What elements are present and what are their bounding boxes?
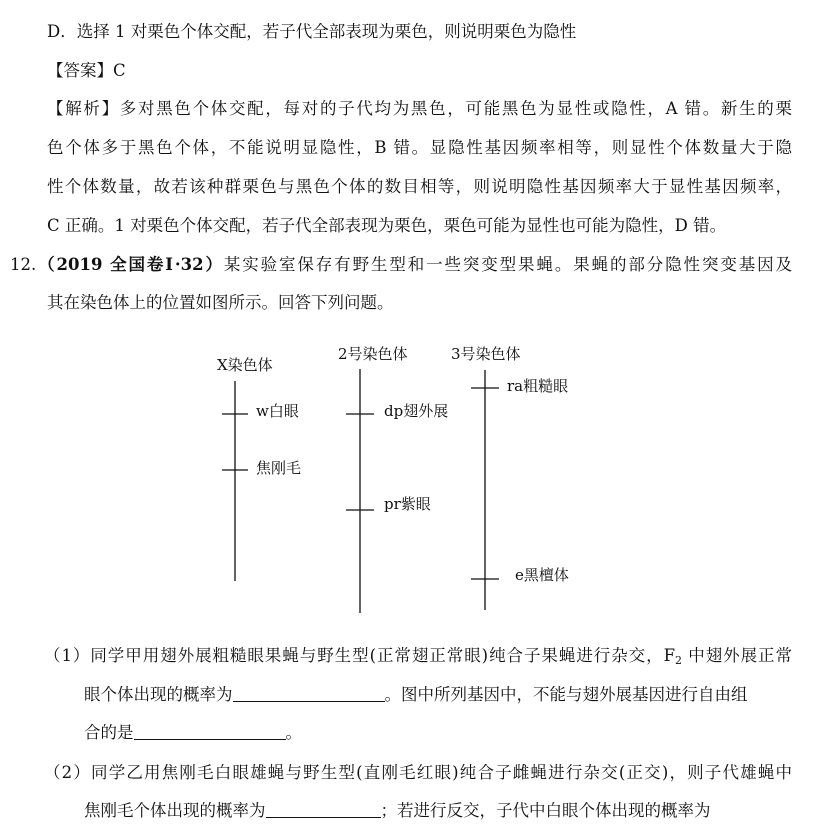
analysis-line-2: 色个体多于黑色个体，不能说明显隐性，B 错。显隐性基因频率相等，则显性个体数量大于隐 [47,138,792,157]
sub1-line-3 [84,722,302,744]
sub1-line-2 [84,684,748,706]
analysis-line-3: 性个体数量，故若该种群栗色与黑色个体的数目相等，则说明隐性基因频率大于显性基因频率， [47,177,792,196]
sub1-text-1b: 中翅外展正常 [682,646,793,665]
chr3-gene-e-label: e黑檀体 [515,566,569,584]
question-stem-1: 某实验室保存有野生型和一些突变型果蝇。果蝇的部分隐性突变基因及 [223,255,793,274]
analysis-line-4: C 正确。1 对栗色个体交配，若子代全部表现为栗色，栗色可能为显性也可能为隐性，D 错。 [47,216,727,235]
x-chromosome-title: X染色体 [217,356,273,374]
sub2-line-1 [44,762,792,784]
sub2-line-2 [84,800,711,822]
x-gene-w-label: w白眼 [256,402,299,420]
sub1-text-2b: 。图中所列基因中，不能与翅外展基因进行自由组 [384,685,748,704]
chr2-title: 2号染色体 [338,345,408,363]
question-source: （2019 全国卷Ⅰ·32） [36,255,224,274]
x-gene-singed-label: 焦刚毛 [256,459,302,477]
sub2-text-2b: ；若进行反交，子代中白眼个体出现的概率为 [380,801,711,820]
answer-value: C [113,61,126,80]
question-12-line-2: 其在染色体上的位置如图所示。回答下列问题。 [47,293,394,312]
answer-blank-1[interactable] [233,685,385,702]
sub1-line-1 [44,645,792,672]
sub2-text-1: 同学乙用焦刚毛白眼雄蝇与野生型(直刚毛红眼)纯合子雌蝇进行杂交(正交)，则子代雄蝇中 [91,763,793,782]
option-d: D．选择 1 对栗色个体交配，若子代全部表现为栗色，则说明栗色为隐性 [47,22,577,41]
chr3-title: 3号染色体 [451,345,521,363]
analysis-text-1: 多对黑色个体交配，每对的子代均为黑色，可能黑色为显性或隐性，A 错。新生的栗 [119,99,793,118]
chr3-gene-ra-label: ra粗糙眼 [507,377,569,395]
sub2-label: （2） [44,763,92,782]
sub1-text-3b: 。 [285,723,302,742]
sub1-text-2a: 眼个体出现的概率为 [84,685,233,704]
sub1-subscript: 2 [675,654,683,667]
chr2-gene-pr-label: pr紫眼 [384,495,431,513]
answer-blank-3[interactable] [266,801,381,818]
answer-label: 【答案】 [47,61,113,80]
sub1-text-3a: 合的是 [84,723,134,742]
sub1-text-1a: 同学甲用翅外展粗糙眼果蝇与野生型(正常翅正常眼)纯合子果蝇进行杂交，F [90,646,676,665]
question-number: 12. [10,255,37,274]
analysis-label: 【解析】 [47,99,120,118]
answer-blank-2[interactable] [134,723,286,740]
sub2-text-2a: 焦刚毛个体出现的概率为 [84,801,266,820]
sub1-label: （1） [44,646,91,665]
chr2-gene-dp-label: dp翅外展 [384,402,449,420]
